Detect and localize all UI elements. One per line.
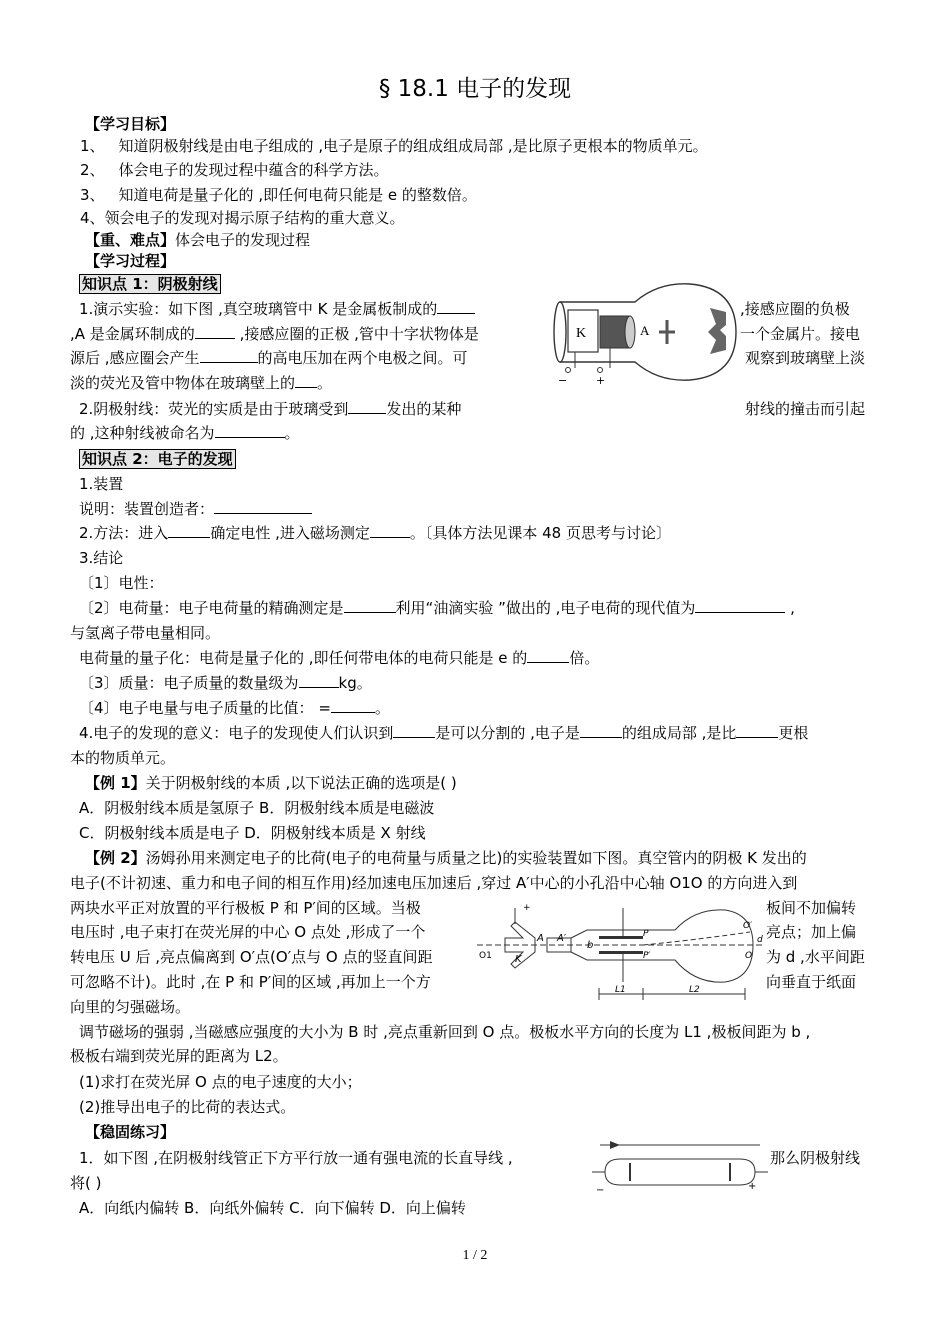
- thomson-apparatus-figure: [475, 900, 765, 1006]
- example-2-line: 【例 2】汤姆孙用来测定电子的比荷(电子的电荷量与质量之比)的实验装置如下图。真空管内的阴极 K 发出的: [85, 849, 807, 867]
- example-2-question: (1)求打在荧光屏 O 点的电子速度的大小；: [79, 1073, 362, 1091]
- key-points: 【重、难点】体会电子的发现过程: [85, 231, 311, 249]
- kp1-line: 1.演示实验：如下图 ,真空玻璃管中 K 是金属板制成的: [79, 299, 475, 319]
- plus-label: +: [748, 1181, 757, 1192]
- example-2-line: 调节磁场的强弱 ,当磁感应强度的大小为 B 时 ,亮点重新回到 O 点。极板水平方向的长度为 L1 ,极板间距为 b ,: [79, 1023, 811, 1041]
- goal-item: 1、 知道阴极射线是由电子组成的 ,电子是原子的组成组成局部 ,是比原子更根本的物质单元。: [80, 137, 708, 155]
- kp2-significance-line2: 本的物质单元。: [70, 749, 176, 767]
- minus-terminal: −: [558, 374, 568, 387]
- o-label: O: [745, 951, 753, 961]
- example-2-line-right: 为 d ,水平间距: [766, 948, 865, 966]
- tube-and-wire-figure: [590, 1135, 770, 1195]
- kp2-device-note: 说明：装置创造者：: [79, 499, 312, 519]
- practice-heading: 【稳固练习】: [85, 1123, 176, 1141]
- kp2-c1: 〔1〕电性：: [79, 574, 164, 592]
- example-2-line: 电压时 ,电子束打在荧光屏的中心 O 点处 ,形成了一个: [70, 923, 426, 941]
- o1-label: O1: [479, 951, 492, 961]
- plus-terminal: +: [596, 374, 606, 387]
- example-2-line-right: 板间不加偏转: [766, 899, 857, 917]
- process-heading: 【学习过程】: [85, 252, 176, 270]
- example-2-line-right: 向垂直于纸面: [766, 973, 857, 991]
- kp1-line-right: 射线的撞击而引起: [745, 400, 866, 418]
- example-1-options: C．阴极射线本质是电子 D．阴极射线本质是 X 射线: [79, 824, 426, 842]
- minus-label: −: [596, 1185, 605, 1195]
- kp1-line-right: 观察到玻璃壁上淡: [745, 349, 866, 367]
- plus-label: +: [523, 903, 531, 913]
- practice-question: 将( ): [70, 1174, 102, 1192]
- practice-options: A．向纸内偏转 B．向纸外偏转 C．向下偏转 D．向上偏转: [79, 1199, 466, 1217]
- l1-label: L1: [615, 985, 626, 995]
- page-number: 1 / 2: [462, 1248, 488, 1263]
- p-label: P: [643, 929, 649, 939]
- kp1-line: 淡的荧光及管中物体在玻璃壁上的 。: [70, 374, 333, 392]
- example-2-line: 转电压 U 后 ,亮点偏离到 O′点(O′点与 O 点的竖直间距: [70, 948, 433, 966]
- goal-item: 4、领会电子的发现对揭示原子结构的重大意义。: [80, 209, 405, 227]
- goal-item: 2、 体会电子的发现过程中蕴含的科学方法。: [80, 161, 389, 179]
- anode-label: A: [640, 323, 650, 338]
- kp2-significance: 4.电子的发现的意义：电子的发现使人们认识到 是可以分割的 ,电子是 的组成局部 ,是比 更根: [79, 724, 809, 742]
- b-label: b: [587, 940, 594, 951]
- example-1-stem: 【例 1】关于阴极射线的本质 ,以下说法正确的选项是( ): [85, 774, 457, 792]
- l2-label: L2: [689, 985, 700, 995]
- d-label: d: [757, 935, 763, 945]
- example-2-line-right: 亮点；加上偏: [766, 923, 857, 941]
- practice-question-right: 那么阴极射线: [770, 1149, 861, 1167]
- kp2-device: 1.装置: [79, 475, 124, 493]
- kp1-line: 源后 ,感应圈会产生 的高电压加在两个电极之间。可: [70, 349, 468, 367]
- kp1-line-right: 一个金属片。接电: [740, 325, 861, 343]
- kp2-c4: 〔4〕电子电量与电子质量的比值： = 。: [79, 699, 390, 717]
- kp2-c3: 〔3〕质量：电子质量的数量级为 kg。: [79, 674, 372, 692]
- example-2-line: 电子(不计初速、重力和电子间的相互作用)经加速电压加速后 ,穿过 A′中心的小孔沿中心轴 O1O 的方向进入到: [70, 874, 798, 892]
- page-title: § 18.1 电子的发现: [378, 76, 572, 102]
- kp2-conclusion: 3.结论: [79, 549, 124, 567]
- kp2-quantization: 电荷量的量子化：电荷是量子化的 ,即任何带电体的电荷只能是 e 的 倍。: [79, 649, 600, 667]
- example-2-line: 向里的匀强磁场。: [70, 998, 191, 1016]
- kp2-c2-line2: 与氢离子带电量相同。: [70, 624, 221, 642]
- goals-heading: 【学习目标】: [85, 115, 176, 133]
- practice-question: 1．如下图 ,在阴极射线管正下方平行放一通有强电流的长直导线 ,: [79, 1149, 513, 1167]
- kp1-line: 的 ,这种射线被命名为 。: [70, 424, 300, 442]
- cathode-ray-tube-figure: [540, 280, 740, 390]
- kp1-line: 2.阴极射线：荧光的实质是由于玻璃受到 发出的某种: [79, 400, 462, 418]
- example-2-question: (2)推导出电子的比荷的表达式。: [79, 1098, 296, 1116]
- kp2-c2: 〔2〕电荷量：电子电荷量的精确测定是 利用“油滴实验 ”做出的 ,电子电荷的现代值为 ,: [79, 599, 795, 617]
- k-label: K: [515, 954, 522, 965]
- example-2-line: 极板右端到荧光屏的距离为 L2。: [70, 1047, 288, 1065]
- o-prime-label: O′: [743, 921, 753, 931]
- kp1-line: ,A 是金属环制成的 ,接感应圈的正极 ,管中十字状物体是: [70, 325, 479, 343]
- kp1-heading: 知识点 1：阴极射线: [79, 274, 221, 294]
- a-prime-label: A′: [557, 933, 567, 944]
- example-2-line: 两块水平正对放置的平行极板 P 和 P′间的区域。当极: [70, 899, 421, 917]
- kp1-line-right: ,接感应圈的负极: [740, 300, 850, 318]
- example-1-options: A．阴极射线本质是氢原子 B．阴极射线本质是电磁波: [79, 799, 435, 817]
- example-2-line: 可忽略不计)。此时 ,在 P 和 P′间的区域 ,再加上一个方: [70, 973, 431, 991]
- a-label: A: [537, 933, 544, 944]
- kp2-method: 2.方法：进入 确定电性 ,进入磁场测定 。〔具体方法见课本 48 页思考与讨论〕: [79, 524, 671, 542]
- cathode-label: K: [576, 326, 587, 341]
- goal-item: 3、 知道电荷是量子化的 ,即任何电荷只能是 e 的整数倍。: [80, 186, 477, 204]
- p-prime-label: P′: [643, 951, 651, 961]
- kp2-heading: 知识点 2：电子的发现: [79, 449, 236, 469]
